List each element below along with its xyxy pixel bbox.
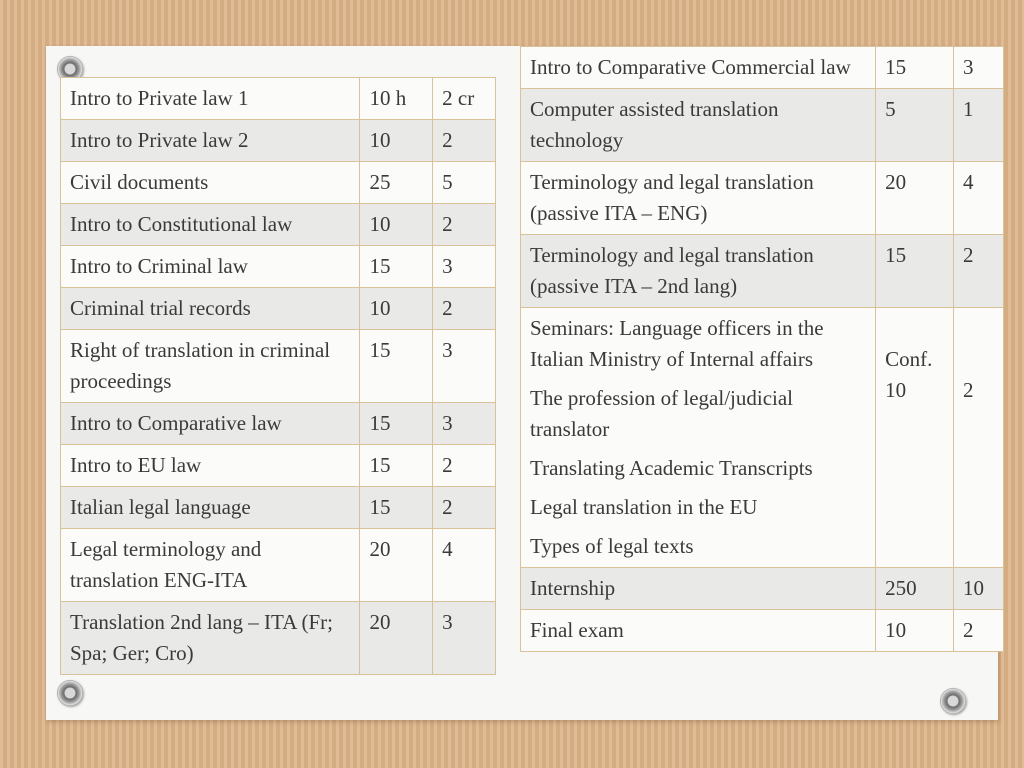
seminar-item: The profession of legal/judicial translator <box>530 386 794 441</box>
seminars-credits-cell <box>954 308 1004 568</box>
course-name: Computer assisted translation technology <box>521 89 876 162</box>
table-row <box>521 162 1004 235</box>
course-credits: 3 <box>954 47 1004 89</box>
course-credits: 2 <box>433 120 496 162</box>
table-row <box>61 120 496 162</box>
table-row <box>521 610 1004 652</box>
seminars-hours-cell <box>876 308 954 568</box>
course-credits: 2 <box>954 610 1004 652</box>
seminar-item: Seminars: Language officers in the Italian Ministry of Internal affairs <box>530 316 824 371</box>
table-row <box>61 246 496 288</box>
course-credits: 3 <box>433 403 496 445</box>
course-name: Intro to Comparative Commercial law <box>521 47 876 89</box>
table-row <box>61 487 496 529</box>
course-hours: 250 <box>876 568 954 610</box>
course-credits: 2 cr <box>433 78 496 120</box>
seminars-hours-label: Conf. <box>885 347 933 371</box>
pushpin-icon <box>940 688 966 714</box>
pushpin-icon <box>57 680 83 706</box>
course-hours: 25 <box>360 162 433 204</box>
course-credits: 3 <box>433 602 496 675</box>
course-name: Intro to Comparative law <box>61 403 360 445</box>
table-row <box>61 288 496 330</box>
course-credits: 2 <box>433 204 496 246</box>
course-name: Intro to EU law <box>61 445 360 487</box>
seminars-row <box>521 308 1004 568</box>
course-name: Intro to Constitutional law <box>61 204 360 246</box>
courses-table-right <box>520 46 1004 652</box>
course-hours: 20 <box>876 162 954 235</box>
course-hours: 10 <box>360 288 433 330</box>
course-credits: 3 <box>433 246 496 288</box>
table-row <box>61 204 496 246</box>
seminar-item: Types of legal texts <box>530 534 694 558</box>
course-name: Terminology and legal translation (passive ITA – ENG) <box>521 162 876 235</box>
course-hours: 10 h <box>360 78 433 120</box>
course-name: Intro to Private law 2 <box>61 120 360 162</box>
course-name: Terminology and legal translation (passive ITA – 2nd lang) <box>521 235 876 308</box>
course-credits: 1 <box>954 89 1004 162</box>
courses-table-left <box>60 77 496 675</box>
course-hours: 15 <box>360 403 433 445</box>
table-row <box>61 445 496 487</box>
seminars-credits: 2 <box>963 378 974 402</box>
course-name: Intro to Criminal law <box>61 246 360 288</box>
course-credits: 4 <box>433 529 496 602</box>
course-name: Translation 2nd lang – ITA (Fr; Spa; Ger; Cro) <box>61 602 360 675</box>
course-credits: 2 <box>954 235 1004 308</box>
seminar-item: Legal translation in the EU <box>530 495 758 519</box>
course-credits: 2 <box>433 445 496 487</box>
table-row <box>521 89 1004 162</box>
course-credits: 2 <box>433 487 496 529</box>
course-hours: 15 <box>360 330 433 403</box>
table-row <box>61 602 496 675</box>
course-name: Internship <box>521 568 876 610</box>
course-credits: 5 <box>433 162 496 204</box>
table-row <box>61 529 496 602</box>
course-hours: 10 <box>360 204 433 246</box>
course-hours: 10 <box>876 610 954 652</box>
course-credits: 4 <box>954 162 1004 235</box>
table-row <box>521 47 1004 89</box>
course-credits: 10 <box>954 568 1004 610</box>
table-row <box>61 162 496 204</box>
course-hours: 10 <box>360 120 433 162</box>
course-name: Italian legal language <box>61 487 360 529</box>
course-hours: 15 <box>360 246 433 288</box>
course-hours: 15 <box>360 445 433 487</box>
course-name: Intro to Private law 1 <box>61 78 360 120</box>
course-hours: 15 <box>360 487 433 529</box>
table-row <box>61 330 496 403</box>
course-credits: 3 <box>433 330 496 403</box>
seminar-item: Translating Academic Transcripts <box>530 456 813 480</box>
course-name: Right of translation in criminal proceedings <box>61 330 360 403</box>
course-hours: 15 <box>876 47 954 89</box>
table-row <box>61 78 496 120</box>
seminars-hours: 10 <box>885 378 907 402</box>
course-credits: 2 <box>433 288 496 330</box>
course-name: Legal terminology and translation ENG-ITA <box>61 529 360 602</box>
seminars-list <box>521 308 876 568</box>
table-row <box>521 568 1004 610</box>
course-hours: 15 <box>876 235 954 308</box>
course-name: Civil documents <box>61 162 360 204</box>
course-name: Criminal trial records <box>61 288 360 330</box>
course-hours: 5 <box>876 89 954 162</box>
course-hours: 20 <box>360 529 433 602</box>
table-row <box>521 235 1004 308</box>
table-row <box>61 403 496 445</box>
course-name: Final exam <box>521 610 876 652</box>
course-hours: 20 <box>360 602 433 675</box>
